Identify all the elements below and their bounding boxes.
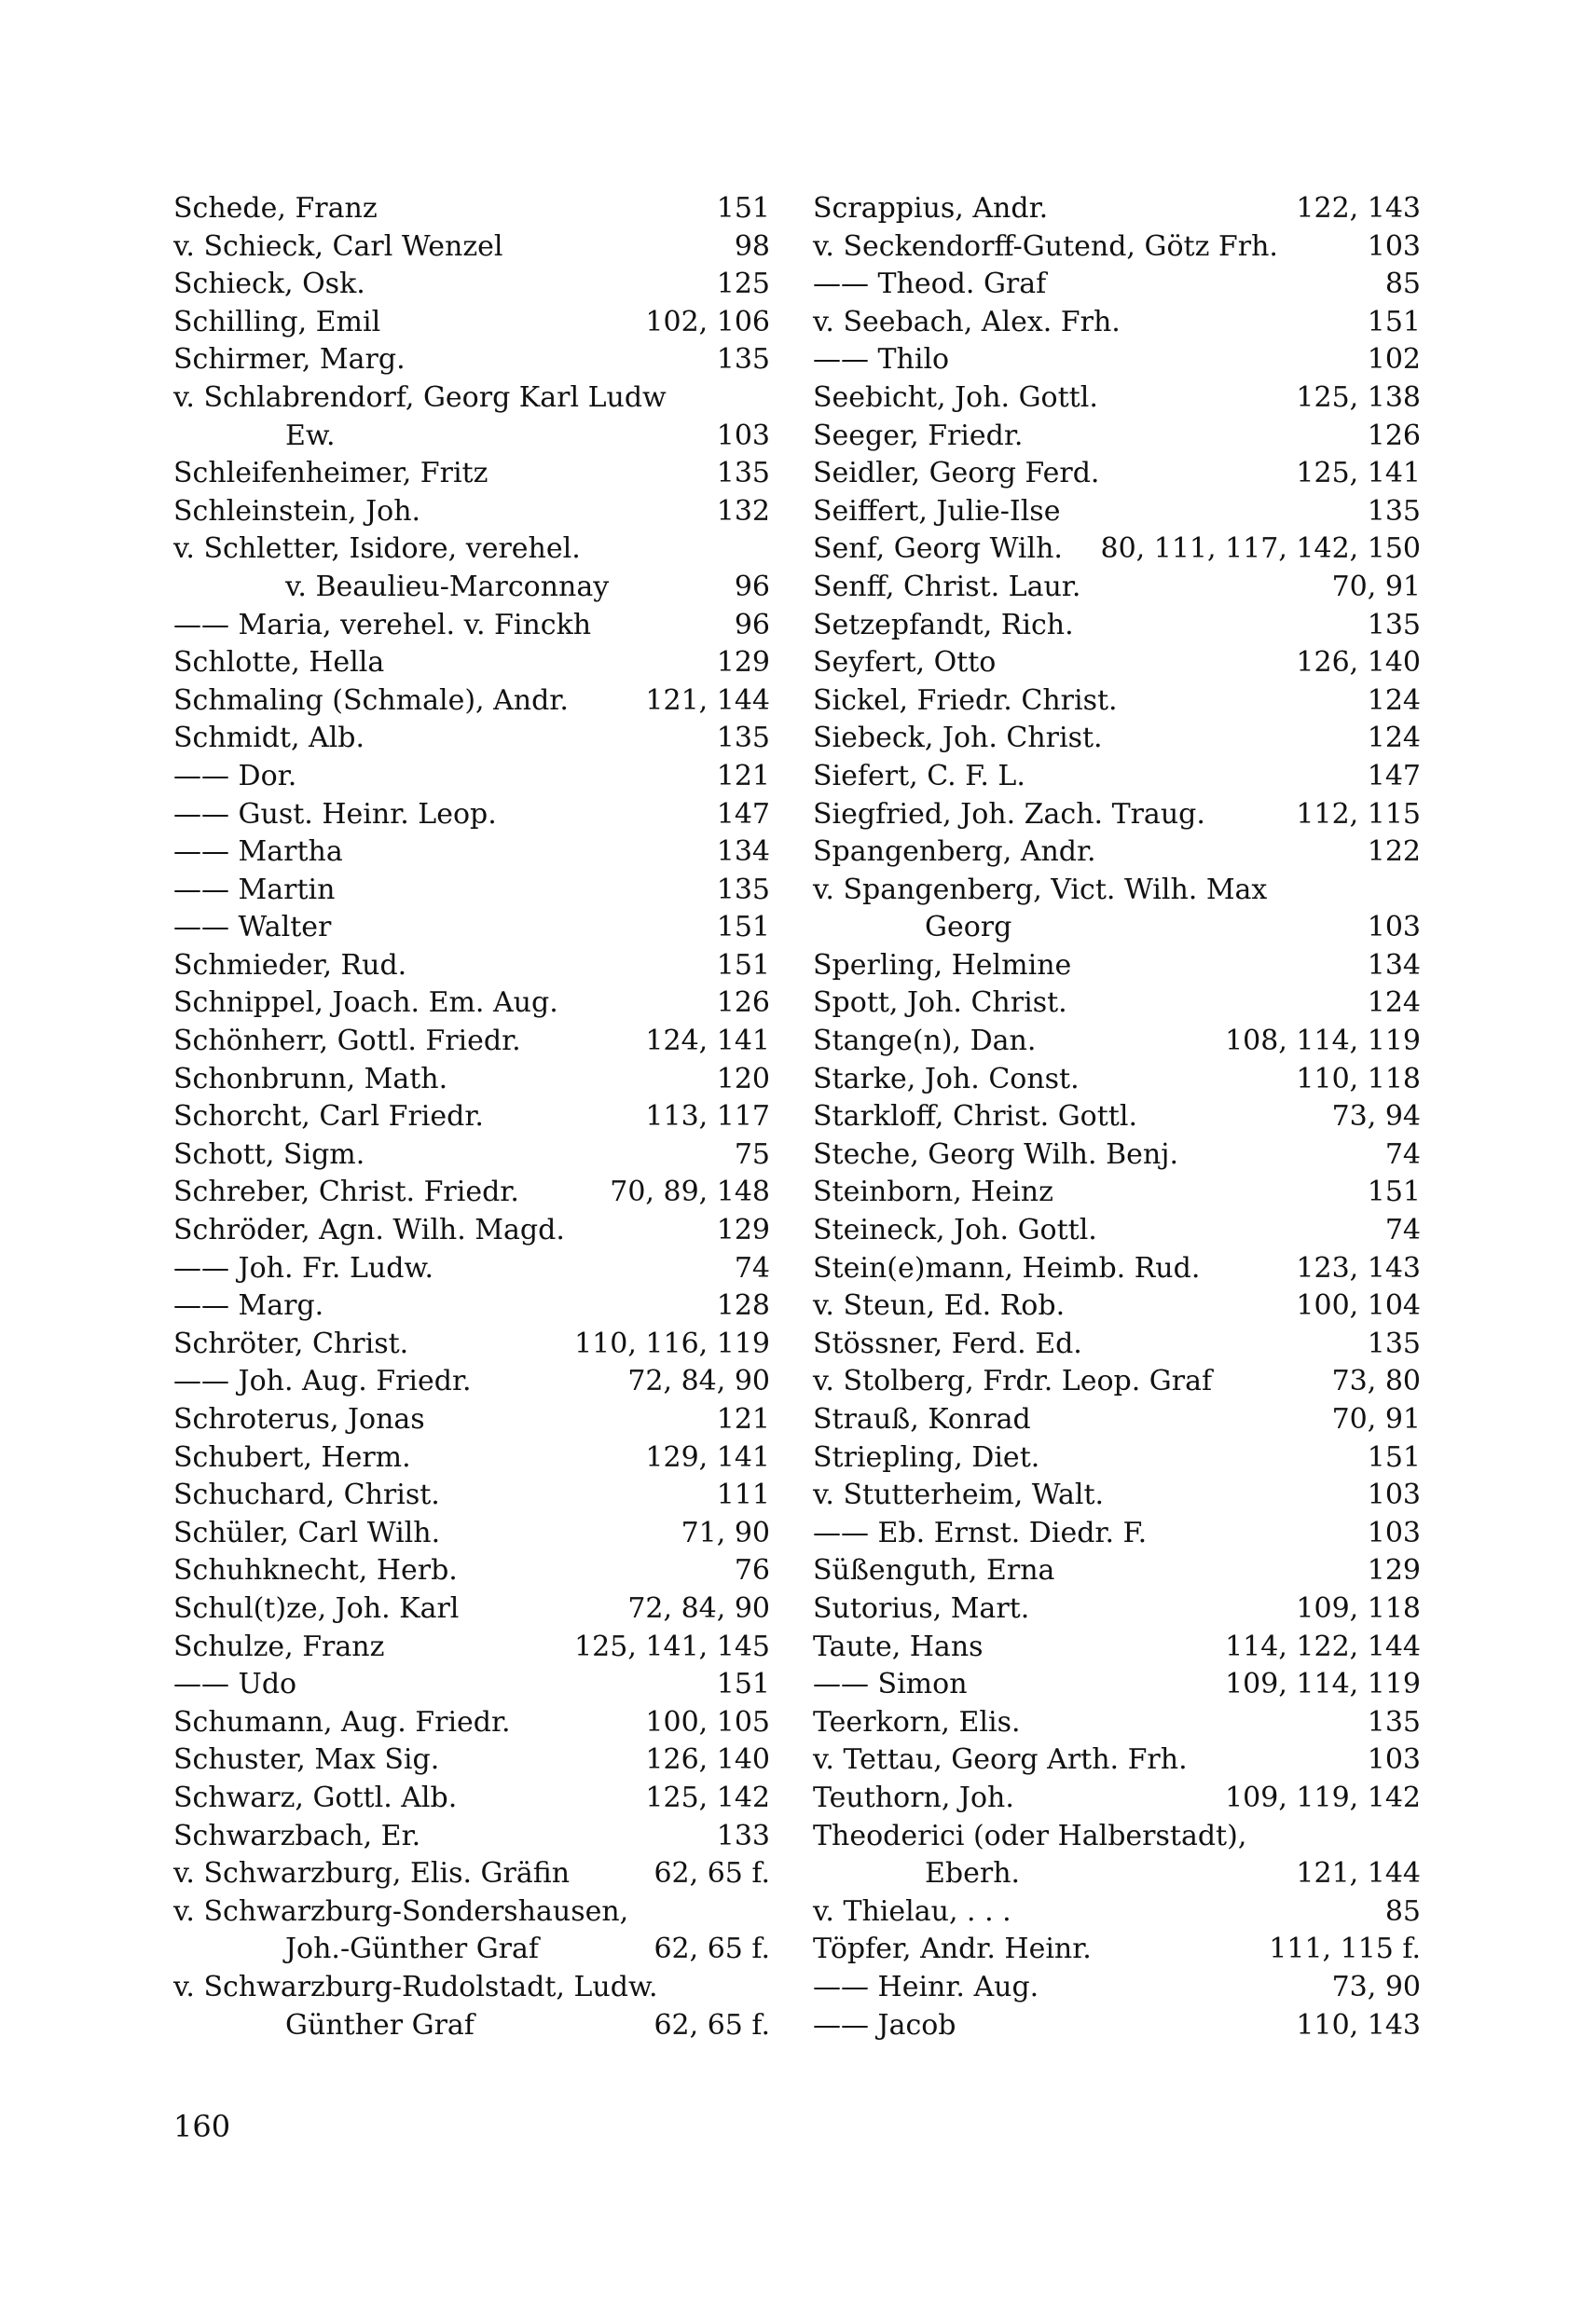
index-entry <box>173 304 770 342</box>
index-entry <box>813 379 1421 418</box>
entry-pages: 62, 65 f. <box>654 1857 770 1891</box>
entry-name: Schmieder, Rud. <box>173 948 407 982</box>
right-index-column <box>813 190 1421 2044</box>
entry-name: Steinborn, Heinz <box>813 1176 1053 1209</box>
entry-name: Schwarzbach, Er. <box>173 1819 421 1852</box>
entry-name: Seiffert, Julie-Ilse <box>813 494 1061 528</box>
entry-name: Siefert, C. F. L. <box>813 759 1025 792</box>
entry-name: —— Heinr. Aug. <box>813 1970 1039 2003</box>
entry-pages: 129 <box>1367 1554 1421 1588</box>
index-entry <box>173 1098 770 1136</box>
entry-pages: 96 <box>734 570 770 603</box>
index-entry <box>173 720 770 758</box>
entry-name: Schuster, Max Sig. <box>173 1743 440 1777</box>
entry-pages: 121, 144 <box>645 683 770 717</box>
entry-pages: 125, 138 <box>1296 380 1421 414</box>
entry-name: v. Schlabrendorf, Georg Karl Ludw <box>173 380 667 414</box>
index-entry <box>813 1174 1421 1212</box>
entry-name: Stange(n), Dan. <box>813 1025 1037 1058</box>
entry-name: Schmaling (Schmale), Andr. <box>173 683 569 717</box>
index-entry <box>813 796 1421 834</box>
entry-pages: 74 <box>1384 1214 1421 1247</box>
entry-pages: 74 <box>1384 1137 1421 1171</box>
index-entry <box>813 872 1421 910</box>
index-entry <box>813 1969 1421 2007</box>
index-entry <box>173 1629 770 1667</box>
entry-name: v. Schletter, Isidore, verehel. <box>173 532 581 566</box>
entry-name: Senf, Georg Wilh. <box>813 532 1063 566</box>
index-entry <box>173 644 770 682</box>
entry-name: —— Gust. Heinr. Leop. <box>173 797 497 831</box>
entry-name: Eberh. <box>925 1857 1021 1891</box>
entry-pages: 112, 115 <box>1296 797 1421 831</box>
entry-pages: 110, 143 <box>1296 2008 1421 2042</box>
index-entry <box>173 1287 770 1326</box>
entry-pages: 135 <box>1367 1705 1421 1739</box>
entry-name: v. Seckendorff-Gutend, Götz Frh. <box>813 229 1278 263</box>
entry-name: —— Martha <box>173 835 343 869</box>
entry-name: Theoderici (oder Halberstadt), <box>813 1819 1247 1852</box>
entry-name: Süßenguth, Erna <box>813 1554 1055 1588</box>
entry-name: Stein(e)mann, Heimb. Rud. <box>813 1251 1201 1285</box>
index-entry <box>813 1590 1421 1629</box>
entry-pages: 121 <box>716 759 770 792</box>
index-entry <box>813 530 1421 569</box>
index-entry <box>813 1666 1421 1704</box>
index-entry <box>173 1212 770 1250</box>
index-entry <box>813 1818 1421 1856</box>
index-entry <box>173 1931 770 1969</box>
index-entry <box>813 2007 1421 2045</box>
index-entry <box>813 1855 1421 1893</box>
entry-pages: 125, 141, 145 <box>574 1630 770 1663</box>
index-entry <box>813 1439 1421 1478</box>
entry-name: Senff, Christ. Laur. <box>813 570 1081 603</box>
entry-name: Schönherr, Gottl. Friedr. <box>173 1025 521 1058</box>
entry-name: v. Seebach, Alex. Frh. <box>813 305 1121 338</box>
entry-pages: 124 <box>1367 722 1421 755</box>
entry-name: Günther Graf <box>285 2008 475 2042</box>
index-entry <box>173 607 770 645</box>
entry-pages: 134 <box>716 835 770 869</box>
index-entry <box>173 1250 770 1288</box>
entry-pages: 103 <box>1367 1743 1421 1777</box>
entry-name: —— Theod. Graf <box>813 268 1047 301</box>
index-entry <box>813 1401 1421 1439</box>
entry-pages: 85 <box>1384 1894 1421 1928</box>
index-entry <box>173 758 770 796</box>
entry-pages: 126, 140 <box>645 1743 770 1777</box>
entry-pages: 73, 94 <box>1331 1100 1421 1134</box>
index-entry <box>813 1098 1421 1136</box>
entry-pages: 103 <box>1367 1479 1421 1512</box>
entry-pages: 80, 111, 117, 142, 150 <box>1100 532 1421 566</box>
entry-pages: 129, 141 <box>645 1440 770 1474</box>
entry-pages: 109, 114, 119 <box>1225 1668 1421 1701</box>
entry-pages: 121 <box>716 1403 770 1436</box>
entry-pages: 108, 114, 119 <box>1225 1025 1421 1058</box>
index-entry <box>813 1287 1421 1326</box>
entry-pages: 135 <box>716 873 770 906</box>
entry-pages: 114, 122, 144 <box>1225 1630 1421 1663</box>
entry-pages: 71, 90 <box>681 1516 770 1549</box>
index-entry <box>813 1250 1421 1288</box>
entry-name: Schroterus, Jonas <box>173 1403 425 1436</box>
entry-name: Joh.-Günther Graf <box>285 1933 539 1966</box>
entry-name: Ew. <box>285 419 336 452</box>
index-entry <box>173 1401 770 1439</box>
index-entry <box>813 304 1421 342</box>
entry-name: Schmidt, Alb. <box>173 722 365 755</box>
index-entry <box>813 1893 1421 1932</box>
entry-name: v. Schieck, Carl Wenzel <box>173 229 503 263</box>
entry-pages: 132 <box>716 494 770 528</box>
index-entry <box>813 493 1421 531</box>
entry-name: Schorcht, Carl Friedr. <box>173 1100 484 1134</box>
entry-pages: 147 <box>716 797 770 831</box>
entry-pages: 103 <box>716 419 770 452</box>
index-entry <box>813 1931 1421 1969</box>
index-entry <box>173 418 770 456</box>
entry-pages: 102, 106 <box>645 305 770 338</box>
entry-name: Schede, Franz <box>173 192 378 225</box>
entry-name: —— Joh. Fr. Ludw. <box>173 1251 434 1285</box>
entry-name: Schott, Sigm. <box>173 1137 365 1171</box>
entry-pages: 73, 90 <box>1331 1970 1421 2003</box>
entry-pages: 135 <box>1367 608 1421 641</box>
entry-name: —— Dor. <box>173 759 297 792</box>
entry-name: Strauß, Konrad <box>813 1403 1031 1436</box>
entry-pages: 74 <box>734 1251 770 1285</box>
index-entry <box>173 493 770 531</box>
index-entry <box>173 569 770 607</box>
index-entry <box>173 2007 770 2045</box>
entry-pages: 129 <box>716 646 770 680</box>
entry-pages: 109, 119, 142 <box>1225 1781 1421 1814</box>
entry-pages: 124 <box>1367 683 1421 717</box>
index-entry <box>173 909 770 947</box>
entry-name: Schröder, Agn. Wilh. Magd. <box>173 1214 565 1247</box>
entry-pages: 120 <box>716 1062 770 1095</box>
index-entry <box>173 1477 770 1515</box>
entry-name: v. Spangenberg, Vict. Wilh. Max <box>813 873 1268 906</box>
index-entry <box>173 1023 770 1061</box>
entry-name: Scrappius, Andr. <box>813 192 1049 225</box>
entry-name: Seebicht, Joh. Gottl. <box>813 380 1098 414</box>
entry-name: Steche, Georg Wilh. Benj. <box>813 1137 1179 1171</box>
entry-name: Setzepfandt, Rich. <box>813 608 1074 641</box>
entry-name: Schleinstein, Joh. <box>173 494 421 528</box>
entry-name: Spott, Joh. Christ. <box>813 986 1067 1020</box>
entry-name: Schnippel, Joach. Em. Aug. <box>173 986 558 1020</box>
entry-pages: 135 <box>716 457 770 490</box>
index-entry <box>813 266 1421 304</box>
index-entry <box>173 1741 770 1780</box>
entry-name: Seidler, Georg Ferd. <box>813 457 1100 490</box>
entry-name: Starke, Joh. Const. <box>813 1062 1080 1095</box>
index-entry <box>813 1363 1421 1401</box>
entry-name: v. Schwarzburg-Rudolstadt, Ludw. <box>173 1970 658 2003</box>
entry-name: Schieck, Osk. <box>173 268 365 301</box>
entry-name: Sutorius, Mart. <box>813 1591 1030 1625</box>
index-entry <box>173 530 770 569</box>
entry-pages: 122 <box>1367 835 1421 869</box>
entry-name: Sickel, Friedr. Christ. <box>813 683 1118 717</box>
index-entry <box>173 1061 770 1099</box>
index-entry <box>813 720 1421 758</box>
entry-name: Schumann, Aug. Friedr. <box>173 1705 511 1739</box>
entry-pages: 96 <box>734 608 770 641</box>
entry-pages: 110, 118 <box>1296 1062 1421 1095</box>
entry-pages: 72, 84, 90 <box>627 1591 770 1625</box>
entry-pages: 76 <box>734 1554 770 1588</box>
index-entry <box>813 1741 1421 1780</box>
index-entry <box>813 1477 1421 1515</box>
index-entry <box>173 682 770 721</box>
index-entry <box>813 1326 1421 1364</box>
entry-pages: 128 <box>716 1289 770 1323</box>
index-entry <box>173 947 770 985</box>
entry-name: v. Schwarzburg, Elis. Gräfin <box>173 1857 571 1891</box>
entry-pages: 125, 142 <box>645 1781 770 1814</box>
entry-pages: 111 <box>716 1479 770 1512</box>
entry-name: Spangenberg, Andr. <box>813 835 1096 869</box>
entry-name: —— Thilo <box>813 343 950 377</box>
entry-name: v. Beaulieu-Marconnay <box>285 570 610 603</box>
index-entry <box>173 455 770 493</box>
entry-pages: 122, 143 <box>1296 192 1421 225</box>
entry-name: —— Walter <box>173 911 332 944</box>
index-entry <box>173 1552 770 1590</box>
index-entry <box>173 1855 770 1893</box>
index-entry <box>173 379 770 418</box>
entry-name: v. Steun, Ed. Rob. <box>813 1289 1066 1323</box>
entry-pages: 129 <box>716 1214 770 1247</box>
index-entry <box>813 644 1421 682</box>
index-entry <box>813 1780 1421 1818</box>
index-entry <box>813 1704 1421 1742</box>
entry-name: —— Udo <box>173 1668 297 1701</box>
entry-name: —— Jacob <box>813 2008 956 2042</box>
entry-pages: 72, 84, 90 <box>627 1365 770 1398</box>
index-entry <box>813 833 1421 872</box>
index-entry <box>173 833 770 872</box>
entry-name: v. Schwarzburg-Sondershausen, <box>173 1894 629 1928</box>
entry-name: Sperling, Helmine <box>813 948 1072 982</box>
index-entry <box>173 872 770 910</box>
entry-pages: 103 <box>1367 229 1421 263</box>
index-entry <box>173 1326 770 1364</box>
entry-pages: 110, 116, 119 <box>574 1327 770 1360</box>
index-entry <box>813 1515 1421 1553</box>
entry-pages: 121, 144 <box>1296 1857 1421 1891</box>
entry-name: Seeger, Friedr. <box>813 419 1024 452</box>
page-number: 160 <box>173 2109 231 2144</box>
index-entry <box>813 1212 1421 1250</box>
entry-pages: 135 <box>1367 494 1421 528</box>
entry-pages: 111, 115 f. <box>1269 1933 1421 1966</box>
index-entry <box>173 1515 770 1553</box>
index-entry <box>813 1629 1421 1667</box>
entry-name: Schirmer, Marg. <box>173 343 406 377</box>
entry-name: v. Thielau, . . . <box>813 1894 1011 1928</box>
entry-name: Teuthorn, Joh. <box>813 1781 1014 1814</box>
entry-pages: 126 <box>716 986 770 1020</box>
entry-name: Georg <box>925 911 1012 944</box>
entry-name: v. Stolberg, Frdr. Leop. Graf <box>813 1365 1213 1398</box>
index-entry <box>813 228 1421 267</box>
index-entry <box>173 796 770 834</box>
entry-name: —— Marg. <box>173 1289 324 1323</box>
entry-pages: 73, 80 <box>1331 1365 1421 1398</box>
index-entry <box>173 341 770 379</box>
index-entry <box>813 607 1421 645</box>
entry-name: Schonbrunn, Math. <box>173 1062 448 1095</box>
entry-name: Siebeck, Joh. Christ. <box>813 722 1103 755</box>
index-entry <box>173 266 770 304</box>
index-entry <box>173 1363 770 1401</box>
left-index-column <box>173 190 770 2044</box>
index-entry <box>813 418 1421 456</box>
entry-name: —— Simon <box>813 1668 968 1701</box>
index-entry <box>173 1704 770 1742</box>
entry-name: Schröter, Christ. <box>173 1327 409 1360</box>
index-entry <box>813 1061 1421 1099</box>
entry-pages: 151 <box>716 911 770 944</box>
entry-name: v. Tettau, Georg Arth. Frh. <box>813 1743 1188 1777</box>
entry-pages: 147 <box>1367 759 1421 792</box>
entry-name: Schul(t)ze, Joh. Karl <box>173 1591 460 1625</box>
index-entry <box>813 758 1421 796</box>
entry-pages: 126, 140 <box>1296 646 1421 680</box>
entry-pages: 70, 91 <box>1331 1403 1421 1436</box>
index-entry <box>173 1818 770 1856</box>
entry-name: Schubert, Herm. <box>173 1440 411 1474</box>
index-entry <box>813 341 1421 379</box>
entry-pages: 109, 118 <box>1296 1591 1421 1625</box>
entry-pages: 151 <box>716 1668 770 1701</box>
index-entry <box>173 1439 770 1478</box>
entry-name: Striepling, Diet. <box>813 1440 1040 1474</box>
index-entry <box>813 947 1421 985</box>
entry-name: Schulze, Franz <box>173 1630 385 1663</box>
entry-pages: 100, 105 <box>645 1705 770 1739</box>
entry-pages: 103 <box>1367 911 1421 944</box>
entry-pages: 70, 89, 148 <box>610 1176 770 1209</box>
index-entry <box>173 1666 770 1704</box>
index-entry <box>813 984 1421 1023</box>
entry-pages: 135 <box>716 343 770 377</box>
entry-name: Teerkorn, Elis. <box>813 1705 1021 1739</box>
entry-pages: 124 <box>1367 986 1421 1020</box>
entry-pages: 135 <box>1367 1327 1421 1360</box>
entry-name: Schuchard, Christ. <box>173 1479 440 1512</box>
entry-pages: 103 <box>1367 1516 1421 1549</box>
index-entry <box>813 1136 1421 1175</box>
entry-name: —— Maria, verehel. v. Finckh <box>173 608 592 641</box>
index-entry <box>173 1590 770 1629</box>
entry-name: Töpfer, Andr. Heinr. <box>813 1933 1092 1966</box>
entry-name: —— Martin <box>173 873 336 906</box>
entry-pages: 135 <box>716 722 770 755</box>
entry-name: —— Joh. Aug. Friedr. <box>173 1365 472 1398</box>
entry-name: Schuhknecht, Herb. <box>173 1554 458 1588</box>
entry-pages: 85 <box>1384 268 1421 301</box>
index-entry <box>173 190 770 228</box>
entry-pages: 134 <box>1367 948 1421 982</box>
entry-name: Starkloff, Christ. Gottl. <box>813 1100 1137 1134</box>
entry-pages: 70, 91 <box>1331 570 1421 603</box>
index-entry <box>173 1174 770 1212</box>
entry-pages: 113, 117 <box>645 1100 770 1134</box>
index-entry <box>173 1969 770 2007</box>
entry-name: Schüler, Carl Wilh. <box>173 1516 441 1549</box>
entry-name: Taute, Hans <box>813 1630 984 1663</box>
entry-name: Schlotte, Hella <box>173 646 385 680</box>
index-entry <box>173 228 770 267</box>
entry-pages: 133 <box>716 1819 770 1852</box>
entry-name: v. Stutterheim, Walt. <box>813 1479 1105 1512</box>
index-entry <box>813 1023 1421 1061</box>
index-entry <box>173 1893 770 1932</box>
entry-pages: 151 <box>716 192 770 225</box>
index-entry <box>173 984 770 1023</box>
entry-name: —— Eb. Ernst. Diedr. F. <box>813 1516 1148 1549</box>
index-entry <box>813 569 1421 607</box>
entry-pages: 151 <box>1367 1440 1421 1474</box>
entry-pages: 125, 141 <box>1296 457 1421 490</box>
entry-pages: 62, 65 f. <box>654 2008 770 2042</box>
index-entry <box>173 1136 770 1175</box>
entry-name: Schilling, Emil <box>173 305 381 338</box>
index-entry <box>813 909 1421 947</box>
entry-name: Steineck, Joh. Gottl. <box>813 1214 1097 1247</box>
entry-name: Seyfert, Otto <box>813 646 997 680</box>
entry-pages: 151 <box>1367 305 1421 338</box>
entry-pages: 102 <box>1367 343 1421 377</box>
entry-pages: 124, 141 <box>645 1025 770 1058</box>
index-entry <box>813 682 1421 721</box>
index-entry <box>813 455 1421 493</box>
entry-pages: 75 <box>734 1137 770 1171</box>
entry-name: Schleifenheimer, Fritz <box>173 457 488 490</box>
entry-name: Schreber, Christ. Friedr. <box>173 1176 519 1209</box>
entry-name: Stössner, Ferd. Ed. <box>813 1327 1082 1360</box>
entry-pages: 151 <box>716 948 770 982</box>
entry-name: Siegfried, Joh. Zach. Traug. <box>813 797 1205 831</box>
entry-pages: 125 <box>716 268 770 301</box>
entry-pages: 98 <box>734 229 770 263</box>
entry-pages: 151 <box>1367 1176 1421 1209</box>
entry-pages: 100, 104 <box>1296 1289 1421 1323</box>
index-entry <box>813 1552 1421 1590</box>
index-entry <box>813 190 1421 228</box>
index-entry <box>173 1780 770 1818</box>
entry-pages: 123, 143 <box>1296 1251 1421 1285</box>
entry-pages: 62, 65 f. <box>654 1933 770 1966</box>
entry-pages: 126 <box>1367 419 1421 452</box>
entry-name: Schwarz, Gottl. Alb. <box>173 1781 458 1814</box>
